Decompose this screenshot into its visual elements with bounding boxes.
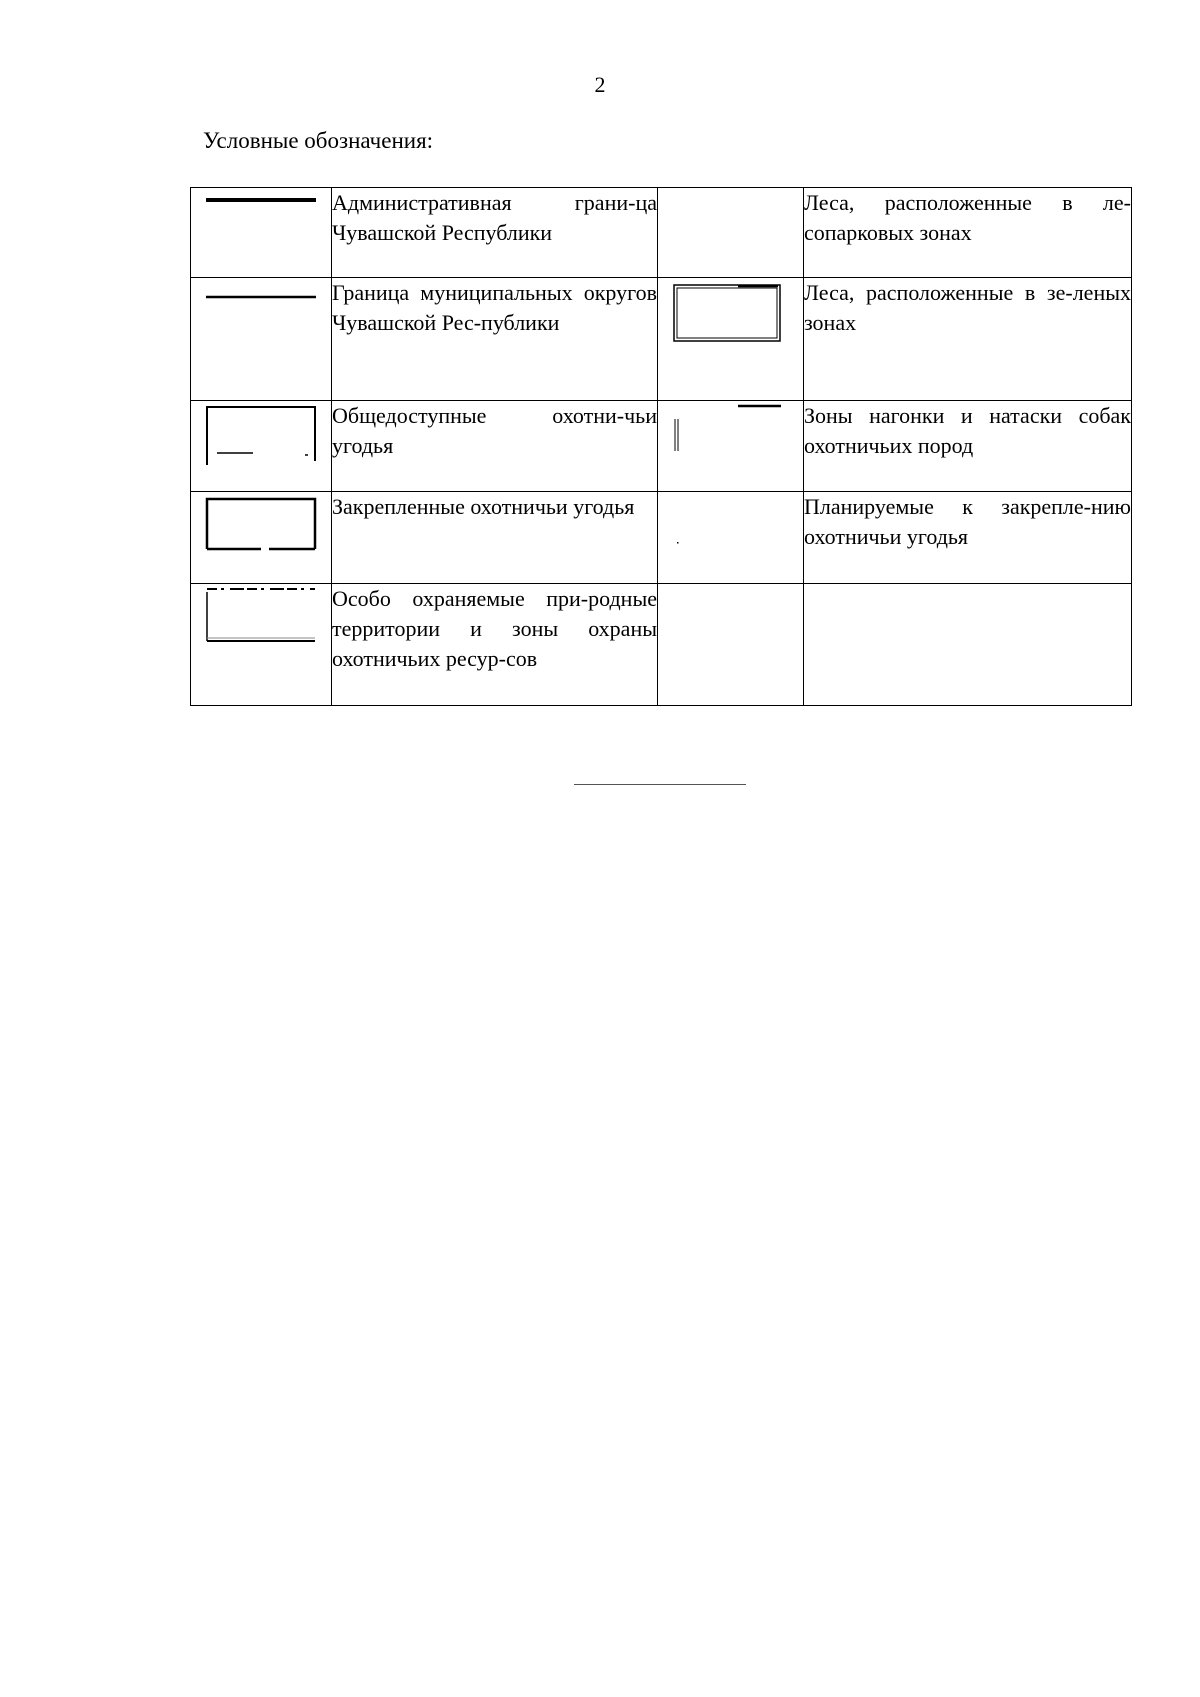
dot-symbol bbox=[658, 492, 802, 562]
open-frame-symbol bbox=[191, 401, 330, 471]
legend-label: Леса, расположенные в ле-сопарковых зонах bbox=[804, 188, 1132, 278]
legend-label: Административная грани-ца Чувашской Республики bbox=[332, 188, 658, 278]
empty-cell bbox=[804, 584, 1132, 706]
partial-frame-symbol bbox=[658, 401, 802, 471]
symbol-cell bbox=[658, 278, 804, 401]
legend-label: Планируемые к закрепле-нию охотничьи угодья bbox=[804, 492, 1132, 584]
symbol-cell bbox=[658, 401, 804, 492]
symbol-cell bbox=[191, 188, 332, 278]
symbol-cell bbox=[191, 492, 332, 584]
symbol-cell bbox=[658, 584, 804, 706]
symbol-cell bbox=[191, 584, 332, 706]
legend-label: Особо охраняемые при-родные территории и зоны охраны охотничьих ресур-сов bbox=[332, 584, 658, 706]
legend-label: Общедоступные охотни-чьи угодья bbox=[332, 401, 658, 492]
dashed-frame-symbol bbox=[191, 584, 330, 654]
legend-label: Леса, расположенные в зе-леных зонах bbox=[804, 278, 1132, 401]
legend-label: Закрепленные охотничьи угодья bbox=[332, 492, 658, 584]
legend-label: Граница муниципальных округов Чувашской Рес-публики bbox=[332, 278, 658, 401]
symbol-cell bbox=[191, 278, 332, 401]
legend-row bbox=[191, 492, 1132, 584]
line-symbol bbox=[191, 278, 330, 338]
legend-row bbox=[191, 401, 1132, 492]
bold-frame-symbol bbox=[191, 492, 330, 562]
symbol-cell bbox=[658, 492, 804, 584]
legend-table bbox=[190, 187, 1132, 706]
symbol-cell bbox=[191, 401, 332, 492]
legend-row bbox=[191, 278, 1132, 401]
page-number: 2 bbox=[594, 72, 606, 97]
end-divider bbox=[574, 784, 746, 785]
legend-label: Зоны нагонки и натаски собак охотничьих пород bbox=[804, 401, 1132, 492]
legend-row bbox=[191, 584, 1132, 706]
legend-heading: Условные обозначения: bbox=[203, 128, 434, 153]
legend-row bbox=[191, 188, 1132, 278]
double-frame-symbol bbox=[658, 278, 802, 348]
bold-line-symbol bbox=[191, 188, 330, 248]
symbol-cell bbox=[658, 188, 804, 278]
